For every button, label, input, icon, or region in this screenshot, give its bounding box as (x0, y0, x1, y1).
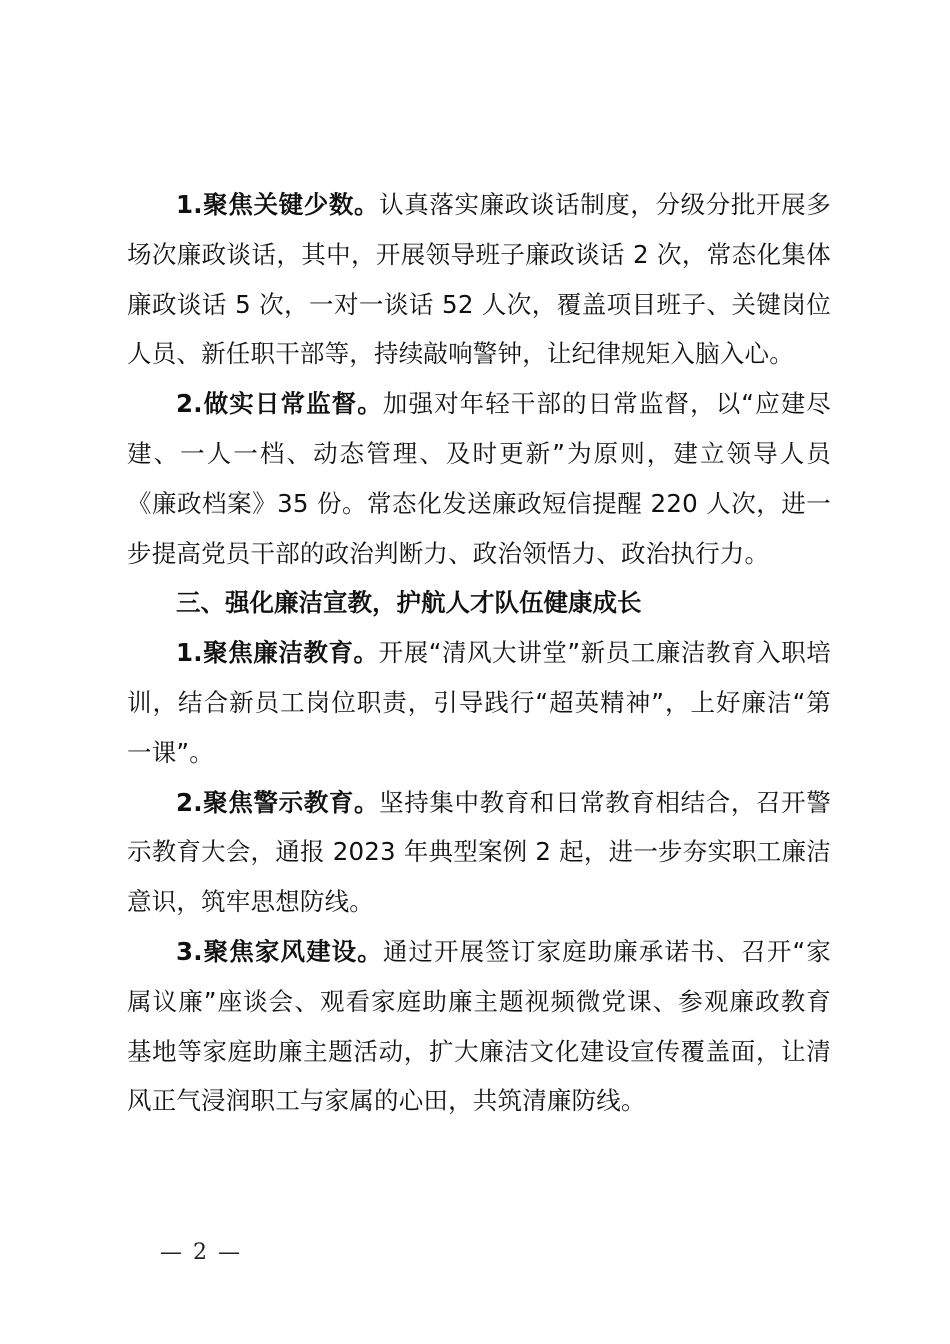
paragraph-lead: 2.聚焦警示教育。 (176, 787, 380, 817)
paragraph-integrity-education (127, 628, 831, 777)
paragraph-lead: 3.聚焦家风建设。 (176, 936, 383, 966)
paragraph-text: 认真落实廉政谈话制度，分级分批开展多场次廉政谈话，其中，开展领导班子廉政谈话 2 次，常态化集体廉政谈话 5 次，一对一谈话 52 人次，覆盖项目班子、关键岗位人员、新任职干部等，持续敲响警钟，让纪律规矩入脑入心。 (127, 190, 831, 369)
paragraph-key-minority (127, 180, 831, 379)
document-body (127, 180, 831, 1126)
paragraph-text: 坚持集中教育和日常教育相结合，召开警示教育大会，通报 2023 年典型案例 2 起，进一步夯实职工廉洁意识，筑牢思想防线。 (127, 787, 831, 917)
paragraph-lead: 1.聚焦廉洁教育。 (176, 638, 379, 668)
paragraph-lead: 1.聚焦关键少数。 (176, 190, 380, 219)
paragraph-lead: 2.做实日常监督。 (176, 389, 383, 419)
paragraph-family-culture (127, 927, 831, 1126)
page-number: — 2 — (160, 1240, 242, 1265)
paragraph-daily-supervision (127, 379, 831, 578)
paragraph-text: 通过开展签订家庭助廉承诺书、召开“家属议廉”座谈会、观看家庭助廉主题视频微党课、参观廉政教育基地等家庭助廉主题活动，扩大廉洁文化建设宣传覆盖面，让清风正气浸润职工与家属的心田，共筑清廉防线。 (127, 936, 831, 1116)
paragraph-text: 加强对年轻干部的日常监督，以“应建尽建、一人一档、动态管理、及时更新”为原则，建立领导人员《廉政档案》35 份。常态化发送廉政短信提醒 220 人次，进一步提高党员干部的政治判断力、政治领悟力、政治执行力。 (127, 389, 831, 568)
paragraph-warning-education (127, 778, 831, 927)
paragraph-text: 开展“清风大讲堂”新员工廉洁教育入职培训，结合新员工岗位职责，引导践行“超英精神”，上好廉洁“第一课”。 (127, 638, 831, 767)
section-heading: 三、强化廉洁宣教，护航人才队伍健康成长 (176, 588, 642, 618)
